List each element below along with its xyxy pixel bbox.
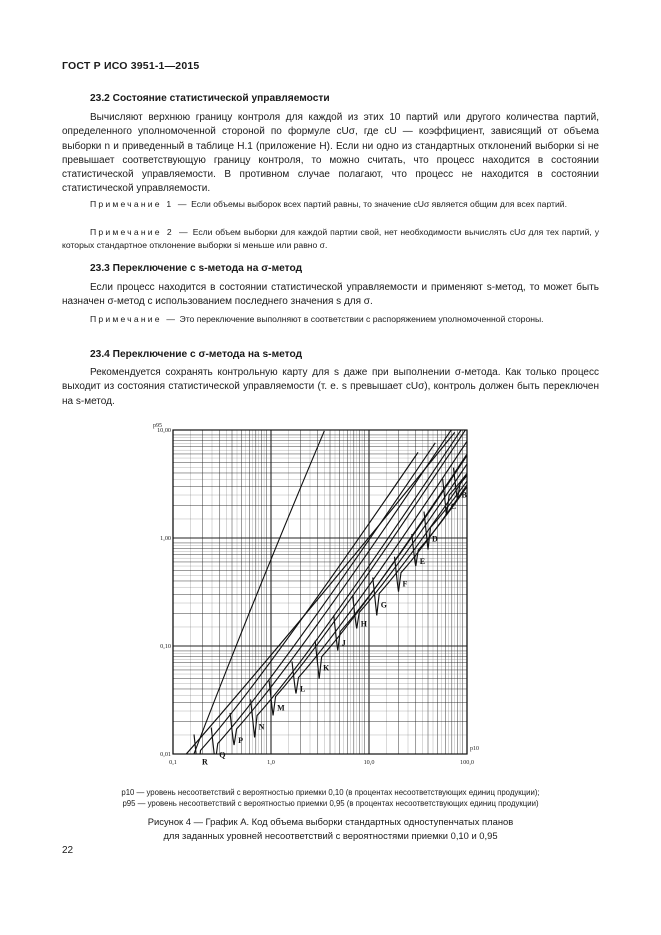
x-tick-label: 1,0 [267, 759, 275, 766]
code-letter-p: P [238, 735, 243, 745]
code-letter-h: H [360, 619, 367, 629]
code-letter-c: C [450, 502, 457, 512]
note-1-text: Если объемы выборок всех партий равны, то значение cUσ является общим для всех партий. [188, 199, 567, 209]
y-tick-label: 10,00 [157, 427, 171, 434]
note-2-text: Если объем выборки для каждой партии свой, нет необходимости вычислять cUσ для тех партий, у которых стандартное отклонение выборки si меньше или равно σ. [62, 227, 599, 250]
note-3 [62, 313, 599, 326]
code-letter-q: Q [219, 750, 226, 760]
document-header: ГОСТ Р ИСО 3951-1—2015 [62, 60, 200, 72]
x-tick-label: 100,0 [460, 759, 474, 766]
code-letter-d: D [432, 534, 438, 544]
note-1 [62, 198, 599, 211]
figure-caption-line-2: для заданных уровней несоответствий с вероятностями приемки 0,10 и 0,95 [163, 830, 498, 841]
section-23-2-paragraph: Вычисляют верхнюю границу контроля для каждой из этих 10 партий или другого количества партий, определенного уполномоченной стороной по формуле cUσ, где cU — коэффициент, зависящий от объема выборки n и приведенный в таблице Н.1 (приложение Н). Если ни одно из стандартных отклонений выборки si не превышает соответствующую границу контроля, то можно считать, что процесс находится в состоянии статистической управляемости. В противном случае полагают, что процесс не находится в состоянии статистической управляемости. [62, 112, 599, 195]
legend-p10: p10 — уровень несоответствий с вероятностью приемки 0,10 (в процентах несоответствующих единиц продукции); [121, 788, 540, 797]
note-2 [62, 226, 599, 252]
y-tick-label: 0,01 [160, 751, 171, 758]
x-tick-label: 0,1 [169, 759, 177, 766]
figure-caption-line-1: Рисунок 4 — График А. Код объема выборки стандартных одноступенчатых планов [147, 816, 514, 827]
page-number: 22 [62, 845, 74, 856]
code-letter-j: J [341, 638, 346, 648]
code-letter-f: F [402, 579, 408, 589]
x-axis-label: p10 [470, 746, 479, 752]
section-23-3-paragraph: Если процесс находится в состоянии статистической управляемости и применяют s-метод, то может быть назначен σ-метод с использованием последнего значения s для σ. [62, 282, 599, 308]
code-letter-m: M [277, 703, 285, 713]
curve-q [211, 443, 435, 763]
chart-curves [184, 418, 505, 772]
legend-p95: p95 — уровень несоответствий с вероятностью приемки 0,95 (в процентах несоответствующих единиц продукции) [122, 799, 539, 808]
section-heading-23-2: 23.2 Состояние статистической управляемости [90, 93, 330, 104]
code-letter-k: K [323, 663, 330, 673]
section-heading-23-3: 23.3 Переключение с s-метода на σ-метод [90, 263, 303, 274]
code-letter-r: R [202, 757, 208, 767]
curve-r [194, 452, 418, 772]
code-letter-e: E [419, 557, 426, 567]
curve-p [230, 426, 454, 745]
chart-grid [173, 430, 467, 754]
code-letter-l: L [300, 684, 306, 694]
code-letter-n: N [258, 722, 265, 732]
curve-h [353, 418, 505, 628]
y-axis-label: p95 [153, 423, 162, 429]
section-23-4-paragraph: Рекомендуется сохранять контрольную карту для s даже при выполнении σ-метода. Как только процесс выходит из состояния статистической управляемости (т. е. s превышает cUσ), контроль должен быть переключен на s-метод. [62, 367, 599, 407]
y-tick-label: 1,00 [160, 535, 171, 542]
note-3-label: Примечание — [90, 314, 178, 324]
note-1-label: Примечание 1 — [90, 199, 189, 209]
note-2-label: Примечание 2 — [90, 227, 190, 237]
graph-a-chart [140, 418, 505, 780]
x-tick-label: 10,0 [363, 759, 375, 766]
note-3-text: Это переключение выполняют в соответствии с распоряжением уполномоченной стороны. [177, 314, 544, 324]
y-tick-label: 0,10 [160, 643, 171, 650]
chart-tick-labels [157, 427, 474, 766]
code-letter-b: B [461, 490, 467, 500]
section-heading-23-4: 23.4 Переключение с σ-метода на s-метод [90, 349, 303, 360]
plot-frame [173, 430, 467, 754]
code-letter-g: G [380, 600, 387, 610]
